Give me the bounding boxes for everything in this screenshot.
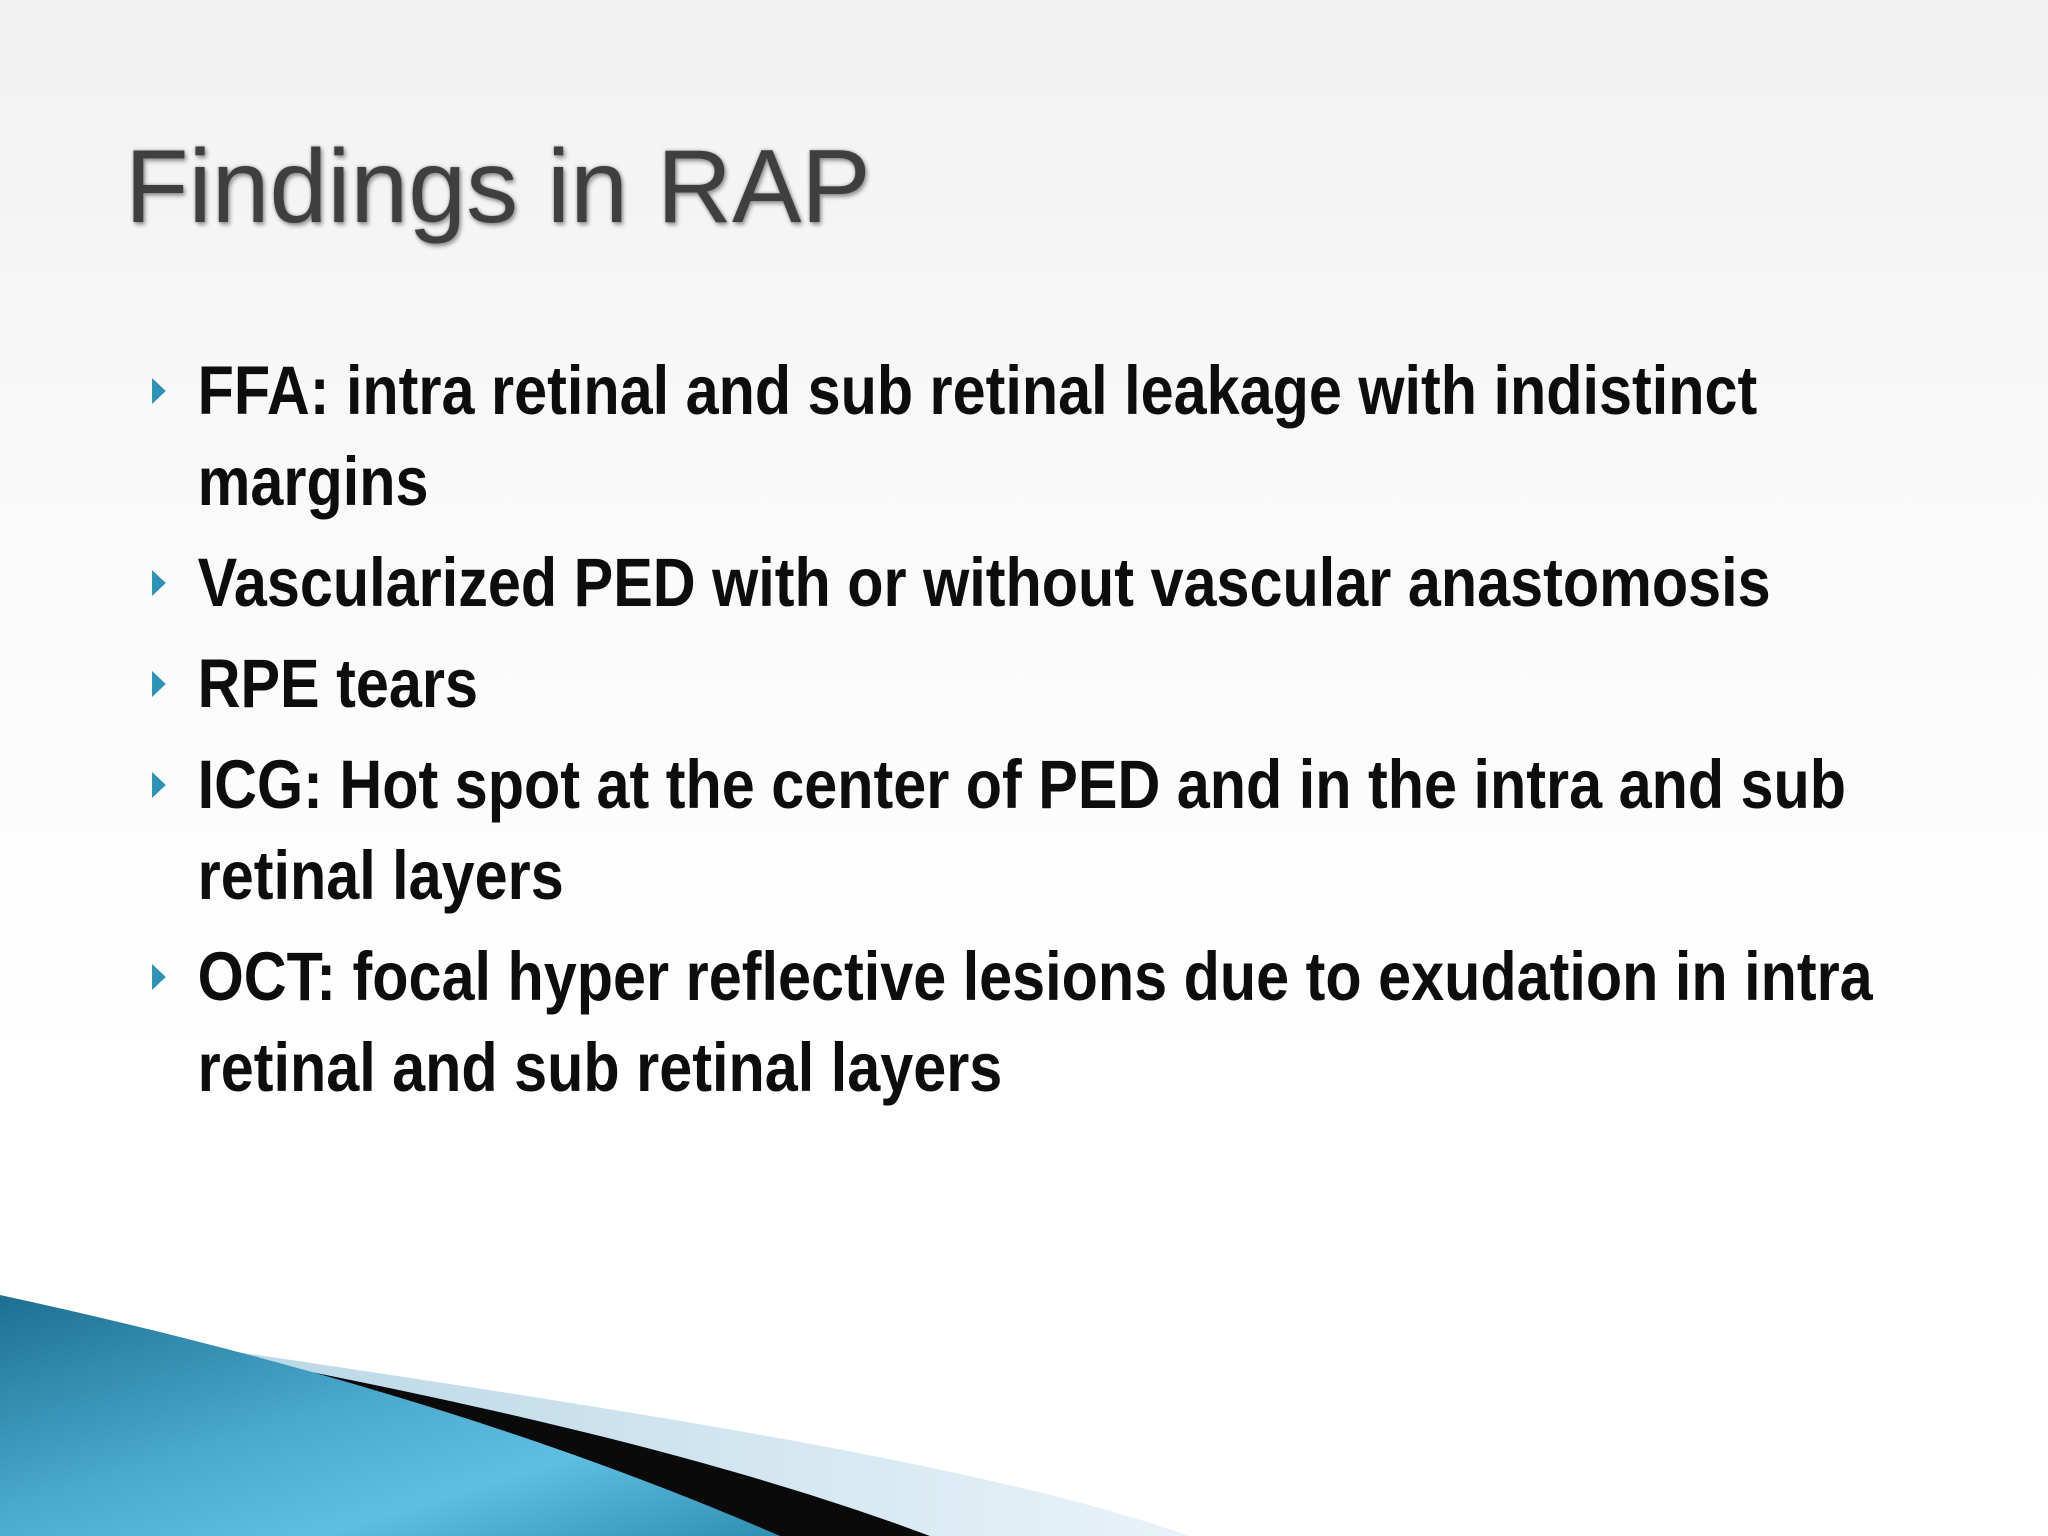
bullet-text: Vascularized PED with or without vascular anastomosis [197,544,1771,621]
bullet-text: OCT: focal hyper reflective lesions due to exudation in intra retinal and sub retinal layers [197,938,1873,1106]
bullet-text: RPE tears [197,645,478,722]
wave-blue [0,1295,780,1536]
bullet-text: FFA: intra retinal and sub retinal leakage with indistinct margins [197,352,1758,520]
bullet-text: ICG: Hot spot at the center of PED and in the intra and sub retinal layers [197,746,1847,914]
slide-title: Findings in RAP [125,129,871,245]
